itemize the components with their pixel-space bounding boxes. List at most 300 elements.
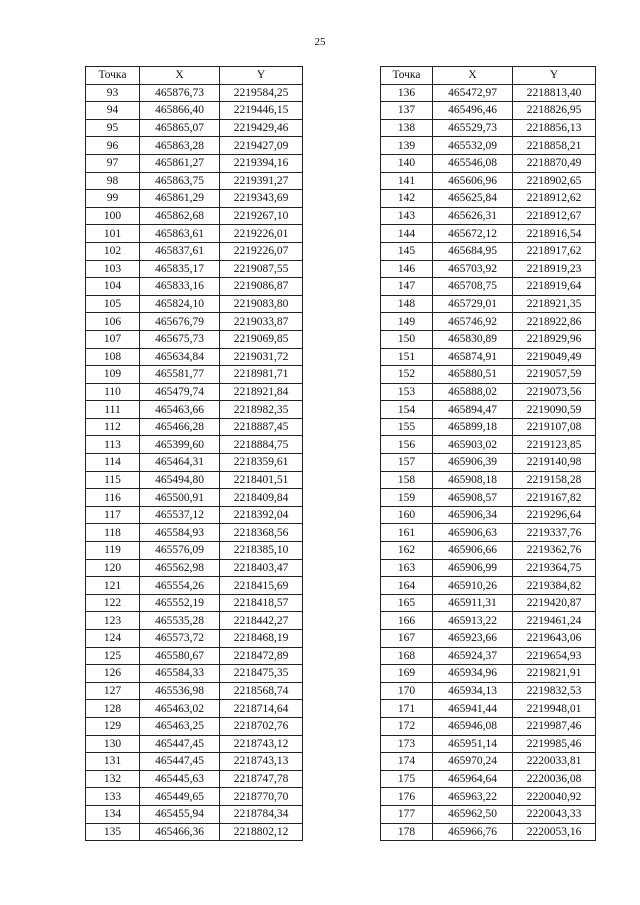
table-row xyxy=(86,559,303,577)
table-row xyxy=(86,577,303,595)
point-cell: 130 xyxy=(86,735,140,753)
point-cell: 165 xyxy=(381,594,433,612)
x-cell: 465906,34 xyxy=(433,506,513,524)
table-row xyxy=(86,330,303,348)
table-row xyxy=(381,401,596,419)
y-cell: 2218468,19 xyxy=(220,630,303,648)
table-row xyxy=(86,401,303,419)
table-row xyxy=(381,154,596,172)
x-cell: 465580,67 xyxy=(140,647,220,665)
table-row xyxy=(86,788,303,806)
table-row xyxy=(381,436,596,454)
table-row xyxy=(86,225,303,243)
point-cell: 141 xyxy=(381,172,433,190)
x-cell: 465888,02 xyxy=(433,383,513,401)
point-cell: 155 xyxy=(381,418,433,436)
point-cell: 136 xyxy=(381,84,433,102)
point-cell: 138 xyxy=(381,119,433,137)
x-cell: 465472,97 xyxy=(433,84,513,102)
table-row xyxy=(86,242,303,260)
x-cell: 465861,29 xyxy=(140,190,220,208)
table-row xyxy=(86,682,303,700)
table-row xyxy=(86,753,303,771)
y-cell: 2218826,95 xyxy=(513,102,596,120)
x-cell: 465946,08 xyxy=(433,717,513,735)
table-row xyxy=(381,612,596,630)
point-cell: 95 xyxy=(86,119,140,137)
y-cell: 2218921,84 xyxy=(220,383,303,401)
table-row xyxy=(381,119,596,137)
y-cell: 2218784,34 xyxy=(220,805,303,823)
table-row xyxy=(381,735,596,753)
x-cell: 465906,66 xyxy=(433,542,513,560)
point-cell: 167 xyxy=(381,630,433,648)
point-cell: 101 xyxy=(86,225,140,243)
y-cell: 2219654,93 xyxy=(513,647,596,665)
point-cell: 140 xyxy=(381,154,433,172)
y-cell: 2219643,06 xyxy=(513,630,596,648)
table-row xyxy=(86,735,303,753)
point-cell: 129 xyxy=(86,717,140,735)
x-cell: 465676,79 xyxy=(140,313,220,331)
table-row xyxy=(381,313,596,331)
y-cell: 2219461,24 xyxy=(513,612,596,630)
table-row xyxy=(86,805,303,823)
point-cell: 159 xyxy=(381,489,433,507)
table-row xyxy=(381,260,596,278)
y-cell: 2218359,61 xyxy=(220,454,303,472)
point-cell: 139 xyxy=(381,137,433,155)
table-row xyxy=(381,207,596,225)
point-cell: 135 xyxy=(86,823,140,841)
table-row xyxy=(381,823,596,841)
point-cell: 123 xyxy=(86,612,140,630)
x-cell: 465966,76 xyxy=(433,823,513,841)
x-cell: 465529,73 xyxy=(433,119,513,137)
x-cell: 465866,40 xyxy=(140,102,220,120)
x-cell: 465672,12 xyxy=(433,225,513,243)
x-cell: 465962,50 xyxy=(433,805,513,823)
x-cell: 465703,92 xyxy=(433,260,513,278)
x-cell: 465562,98 xyxy=(140,559,220,577)
table-row xyxy=(381,524,596,542)
x-cell: 465874,91 xyxy=(433,348,513,366)
table-row xyxy=(381,682,596,700)
y-cell: 2219086,87 xyxy=(220,278,303,296)
table-row xyxy=(381,788,596,806)
y-cell: 2218368,56 xyxy=(220,524,303,542)
y-cell: 2220036,08 xyxy=(513,770,596,788)
x-cell: 465584,93 xyxy=(140,524,220,542)
x-cell: 465463,25 xyxy=(140,717,220,735)
point-cell: 113 xyxy=(86,436,140,454)
x-cell: 465455,94 xyxy=(140,805,220,823)
table-row xyxy=(86,665,303,683)
header-y: Y xyxy=(220,67,303,85)
point-cell: 119 xyxy=(86,542,140,560)
x-cell: 465463,66 xyxy=(140,401,220,419)
table-row xyxy=(86,700,303,718)
x-cell: 465963,22 xyxy=(433,788,513,806)
y-cell: 2218415,69 xyxy=(220,577,303,595)
table-row xyxy=(381,577,596,595)
y-cell: 2219446,15 xyxy=(220,102,303,120)
y-cell: 2219337,76 xyxy=(513,524,596,542)
x-cell: 465546,08 xyxy=(433,154,513,172)
y-cell: 2218813,40 xyxy=(513,84,596,102)
y-cell: 2218919,23 xyxy=(513,260,596,278)
y-cell: 2219364,75 xyxy=(513,559,596,577)
point-cell: 161 xyxy=(381,524,433,542)
y-cell: 2219384,82 xyxy=(513,577,596,595)
y-cell: 2218403,47 xyxy=(220,559,303,577)
point-cell: 134 xyxy=(86,805,140,823)
point-cell: 112 xyxy=(86,418,140,436)
point-cell: 98 xyxy=(86,172,140,190)
point-cell: 160 xyxy=(381,506,433,524)
point-cell: 173 xyxy=(381,735,433,753)
point-cell: 115 xyxy=(86,471,140,489)
y-cell: 2219049,49 xyxy=(513,348,596,366)
x-cell: 465536,98 xyxy=(140,682,220,700)
table-row xyxy=(86,137,303,155)
y-cell: 2218912,62 xyxy=(513,190,596,208)
point-cell: 127 xyxy=(86,682,140,700)
x-cell: 465833,16 xyxy=(140,278,220,296)
y-cell: 2218409,84 xyxy=(220,489,303,507)
y-cell: 2218714,64 xyxy=(220,700,303,718)
table-row xyxy=(381,383,596,401)
table-row xyxy=(86,366,303,384)
table-header-row xyxy=(381,67,596,85)
y-cell: 2219584,25 xyxy=(220,84,303,102)
x-cell: 465634,84 xyxy=(140,348,220,366)
y-cell: 2219226,01 xyxy=(220,225,303,243)
y-cell: 2218912,67 xyxy=(513,207,596,225)
y-cell: 2218442,27 xyxy=(220,612,303,630)
table-row xyxy=(381,471,596,489)
table-row xyxy=(381,665,596,683)
y-cell: 2219033,87 xyxy=(220,313,303,331)
table-row xyxy=(86,84,303,102)
table-row xyxy=(381,753,596,771)
y-cell: 2218747,78 xyxy=(220,770,303,788)
x-cell: 465464,31 xyxy=(140,454,220,472)
y-cell: 2218916,54 xyxy=(513,225,596,243)
point-cell: 94 xyxy=(86,102,140,120)
x-cell: 465863,75 xyxy=(140,172,220,190)
table-row xyxy=(381,717,596,735)
x-cell: 465913,22 xyxy=(433,612,513,630)
table-row xyxy=(86,454,303,472)
y-cell: 2218917,62 xyxy=(513,242,596,260)
page-number: 25 xyxy=(314,36,326,48)
x-cell: 465908,57 xyxy=(433,489,513,507)
x-cell: 465494,80 xyxy=(140,471,220,489)
x-cell: 465908,18 xyxy=(433,471,513,489)
x-cell: 465447,45 xyxy=(140,735,220,753)
table-row xyxy=(381,418,596,436)
table-row xyxy=(86,190,303,208)
point-cell: 164 xyxy=(381,577,433,595)
x-cell: 465906,63 xyxy=(433,524,513,542)
y-cell: 2218743,13 xyxy=(220,753,303,771)
table-row xyxy=(86,102,303,120)
point-cell: 171 xyxy=(381,700,433,718)
y-cell: 2220043,33 xyxy=(513,805,596,823)
table-row xyxy=(86,260,303,278)
x-cell: 465876,73 xyxy=(140,84,220,102)
table-row xyxy=(86,154,303,172)
point-cell: 154 xyxy=(381,401,433,419)
point-cell: 166 xyxy=(381,612,433,630)
table-row xyxy=(381,330,596,348)
table-row xyxy=(86,383,303,401)
point-cell: 162 xyxy=(381,542,433,560)
table-row xyxy=(86,471,303,489)
point-cell: 107 xyxy=(86,330,140,348)
point-cell: 99 xyxy=(86,190,140,208)
point-cell: 176 xyxy=(381,788,433,806)
y-cell: 2219948,01 xyxy=(513,700,596,718)
x-cell: 465625,84 xyxy=(433,190,513,208)
table-row xyxy=(381,190,596,208)
table-row xyxy=(381,225,596,243)
table-row xyxy=(86,506,303,524)
y-cell: 2218919,64 xyxy=(513,278,596,296)
table-row xyxy=(381,559,596,577)
y-cell: 2218858,21 xyxy=(513,137,596,155)
point-cell: 96 xyxy=(86,137,140,155)
header-x: X xyxy=(433,67,513,85)
x-cell: 465675,73 xyxy=(140,330,220,348)
x-cell: 465466,36 xyxy=(140,823,220,841)
header-point: Точка xyxy=(86,67,140,85)
x-cell: 465399,60 xyxy=(140,436,220,454)
table-row xyxy=(381,647,596,665)
x-cell: 465535,28 xyxy=(140,612,220,630)
table-row xyxy=(86,348,303,366)
table-row xyxy=(86,172,303,190)
x-cell: 465554,26 xyxy=(140,577,220,595)
point-cell: 118 xyxy=(86,524,140,542)
coordinates-table-left xyxy=(85,66,303,841)
x-cell: 465865,07 xyxy=(140,119,220,137)
y-cell: 2218702,76 xyxy=(220,717,303,735)
x-cell: 465824,10 xyxy=(140,295,220,313)
table-row xyxy=(381,506,596,524)
x-cell: 465923,66 xyxy=(433,630,513,648)
x-cell: 465910,26 xyxy=(433,577,513,595)
table-row xyxy=(381,102,596,120)
y-cell: 2218856,13 xyxy=(513,119,596,137)
x-cell: 465899,18 xyxy=(433,418,513,436)
y-cell: 2218770,70 xyxy=(220,788,303,806)
x-cell: 465532,09 xyxy=(433,137,513,155)
y-cell: 2218568,74 xyxy=(220,682,303,700)
x-cell: 465466,28 xyxy=(140,418,220,436)
x-cell: 465584,33 xyxy=(140,665,220,683)
y-cell: 2219069,85 xyxy=(220,330,303,348)
table-row xyxy=(86,647,303,665)
point-cell: 111 xyxy=(86,401,140,419)
y-cell: 2219057,59 xyxy=(513,366,596,384)
x-cell: 465496,46 xyxy=(433,102,513,120)
point-cell: 156 xyxy=(381,436,433,454)
table-row xyxy=(381,594,596,612)
x-cell: 465684,95 xyxy=(433,242,513,260)
y-cell: 2218929,96 xyxy=(513,330,596,348)
x-cell: 465573,72 xyxy=(140,630,220,648)
y-cell: 2219987,46 xyxy=(513,717,596,735)
x-cell: 465911,31 xyxy=(433,594,513,612)
table-row xyxy=(86,418,303,436)
table-row xyxy=(381,242,596,260)
table-row xyxy=(86,630,303,648)
table-row xyxy=(381,137,596,155)
x-cell: 465863,61 xyxy=(140,225,220,243)
y-cell: 2219140,98 xyxy=(513,454,596,472)
table-row xyxy=(86,594,303,612)
x-cell: 465463,02 xyxy=(140,700,220,718)
x-cell: 465449,65 xyxy=(140,788,220,806)
y-cell: 2218418,57 xyxy=(220,594,303,612)
y-cell: 2219420,87 xyxy=(513,594,596,612)
y-cell: 2218475,35 xyxy=(220,665,303,683)
y-cell: 2218982,35 xyxy=(220,401,303,419)
point-cell: 105 xyxy=(86,295,140,313)
y-cell: 2219226,07 xyxy=(220,242,303,260)
y-cell: 2219090,59 xyxy=(513,401,596,419)
x-cell: 465537,12 xyxy=(140,506,220,524)
y-cell: 2219821,91 xyxy=(513,665,596,683)
point-cell: 110 xyxy=(86,383,140,401)
y-cell: 2218472,89 xyxy=(220,647,303,665)
x-cell: 465941,44 xyxy=(433,700,513,718)
y-cell: 2218385,10 xyxy=(220,542,303,560)
point-cell: 144 xyxy=(381,225,433,243)
table-row xyxy=(86,717,303,735)
y-cell: 2218401,51 xyxy=(220,471,303,489)
point-cell: 168 xyxy=(381,647,433,665)
point-cell: 125 xyxy=(86,647,140,665)
x-cell: 465903,02 xyxy=(433,436,513,454)
y-cell: 2219083,80 xyxy=(220,295,303,313)
y-cell: 2220033,81 xyxy=(513,753,596,771)
x-cell: 465576,09 xyxy=(140,542,220,560)
x-cell: 465830,89 xyxy=(433,330,513,348)
x-cell: 465581,77 xyxy=(140,366,220,384)
point-cell: 174 xyxy=(381,753,433,771)
y-cell: 2218921,35 xyxy=(513,295,596,313)
y-cell: 2219362,76 xyxy=(513,542,596,560)
table-row xyxy=(86,770,303,788)
y-cell: 2219427,09 xyxy=(220,137,303,155)
y-cell: 2218392,04 xyxy=(220,506,303,524)
point-cell: 175 xyxy=(381,770,433,788)
y-cell: 2219394,16 xyxy=(220,154,303,172)
point-cell: 120 xyxy=(86,559,140,577)
point-cell: 93 xyxy=(86,84,140,102)
table-row xyxy=(86,823,303,841)
table-row xyxy=(381,630,596,648)
x-cell: 465894,47 xyxy=(433,401,513,419)
table-row xyxy=(86,207,303,225)
x-cell: 465708,75 xyxy=(433,278,513,296)
header-x: X xyxy=(140,67,220,85)
point-cell: 103 xyxy=(86,260,140,278)
y-cell: 2219087,55 xyxy=(220,260,303,278)
x-cell: 465934,13 xyxy=(433,682,513,700)
table-header-row xyxy=(86,67,303,85)
point-cell: 126 xyxy=(86,665,140,683)
point-cell: 97 xyxy=(86,154,140,172)
y-cell: 2219267,10 xyxy=(220,207,303,225)
point-cell: 142 xyxy=(381,190,433,208)
y-cell: 2219031,72 xyxy=(220,348,303,366)
y-cell: 2218922,86 xyxy=(513,313,596,331)
table-row xyxy=(86,436,303,454)
y-cell: 2219158,28 xyxy=(513,471,596,489)
table-row xyxy=(86,278,303,296)
point-cell: 114 xyxy=(86,454,140,472)
table-row xyxy=(86,612,303,630)
point-cell: 177 xyxy=(381,805,433,823)
table-row xyxy=(86,542,303,560)
x-cell: 465934,96 xyxy=(433,665,513,683)
x-cell: 465447,45 xyxy=(140,753,220,771)
point-cell: 124 xyxy=(86,630,140,648)
x-cell: 465606,96 xyxy=(433,172,513,190)
point-cell: 150 xyxy=(381,330,433,348)
y-cell: 2220053,16 xyxy=(513,823,596,841)
point-cell: 122 xyxy=(86,594,140,612)
point-cell: 172 xyxy=(381,717,433,735)
y-cell: 2218870,49 xyxy=(513,154,596,172)
table-row xyxy=(381,172,596,190)
y-cell: 2218902,65 xyxy=(513,172,596,190)
x-cell: 465863,28 xyxy=(140,137,220,155)
point-cell: 143 xyxy=(381,207,433,225)
x-cell: 465835,17 xyxy=(140,260,220,278)
point-cell: 146 xyxy=(381,260,433,278)
x-cell: 465626,31 xyxy=(433,207,513,225)
point-cell: 106 xyxy=(86,313,140,331)
point-cell: 153 xyxy=(381,383,433,401)
x-cell: 465906,99 xyxy=(433,559,513,577)
y-cell: 2220040,92 xyxy=(513,788,596,806)
point-cell: 152 xyxy=(381,366,433,384)
table-row xyxy=(381,805,596,823)
point-cell: 131 xyxy=(86,753,140,771)
x-cell: 465861,27 xyxy=(140,154,220,172)
x-cell: 465880,51 xyxy=(433,366,513,384)
y-cell: 2219985,46 xyxy=(513,735,596,753)
header-point: Точка xyxy=(381,67,433,85)
point-cell: 151 xyxy=(381,348,433,366)
x-cell: 465479,74 xyxy=(140,383,220,401)
y-cell: 2219167,82 xyxy=(513,489,596,507)
point-cell: 158 xyxy=(381,471,433,489)
table-row xyxy=(86,524,303,542)
point-cell: 133 xyxy=(86,788,140,806)
y-cell: 2219832,53 xyxy=(513,682,596,700)
y-cell: 2219343,69 xyxy=(220,190,303,208)
point-cell: 169 xyxy=(381,665,433,683)
header-y: Y xyxy=(513,67,596,85)
table-row xyxy=(381,348,596,366)
table-row xyxy=(381,489,596,507)
